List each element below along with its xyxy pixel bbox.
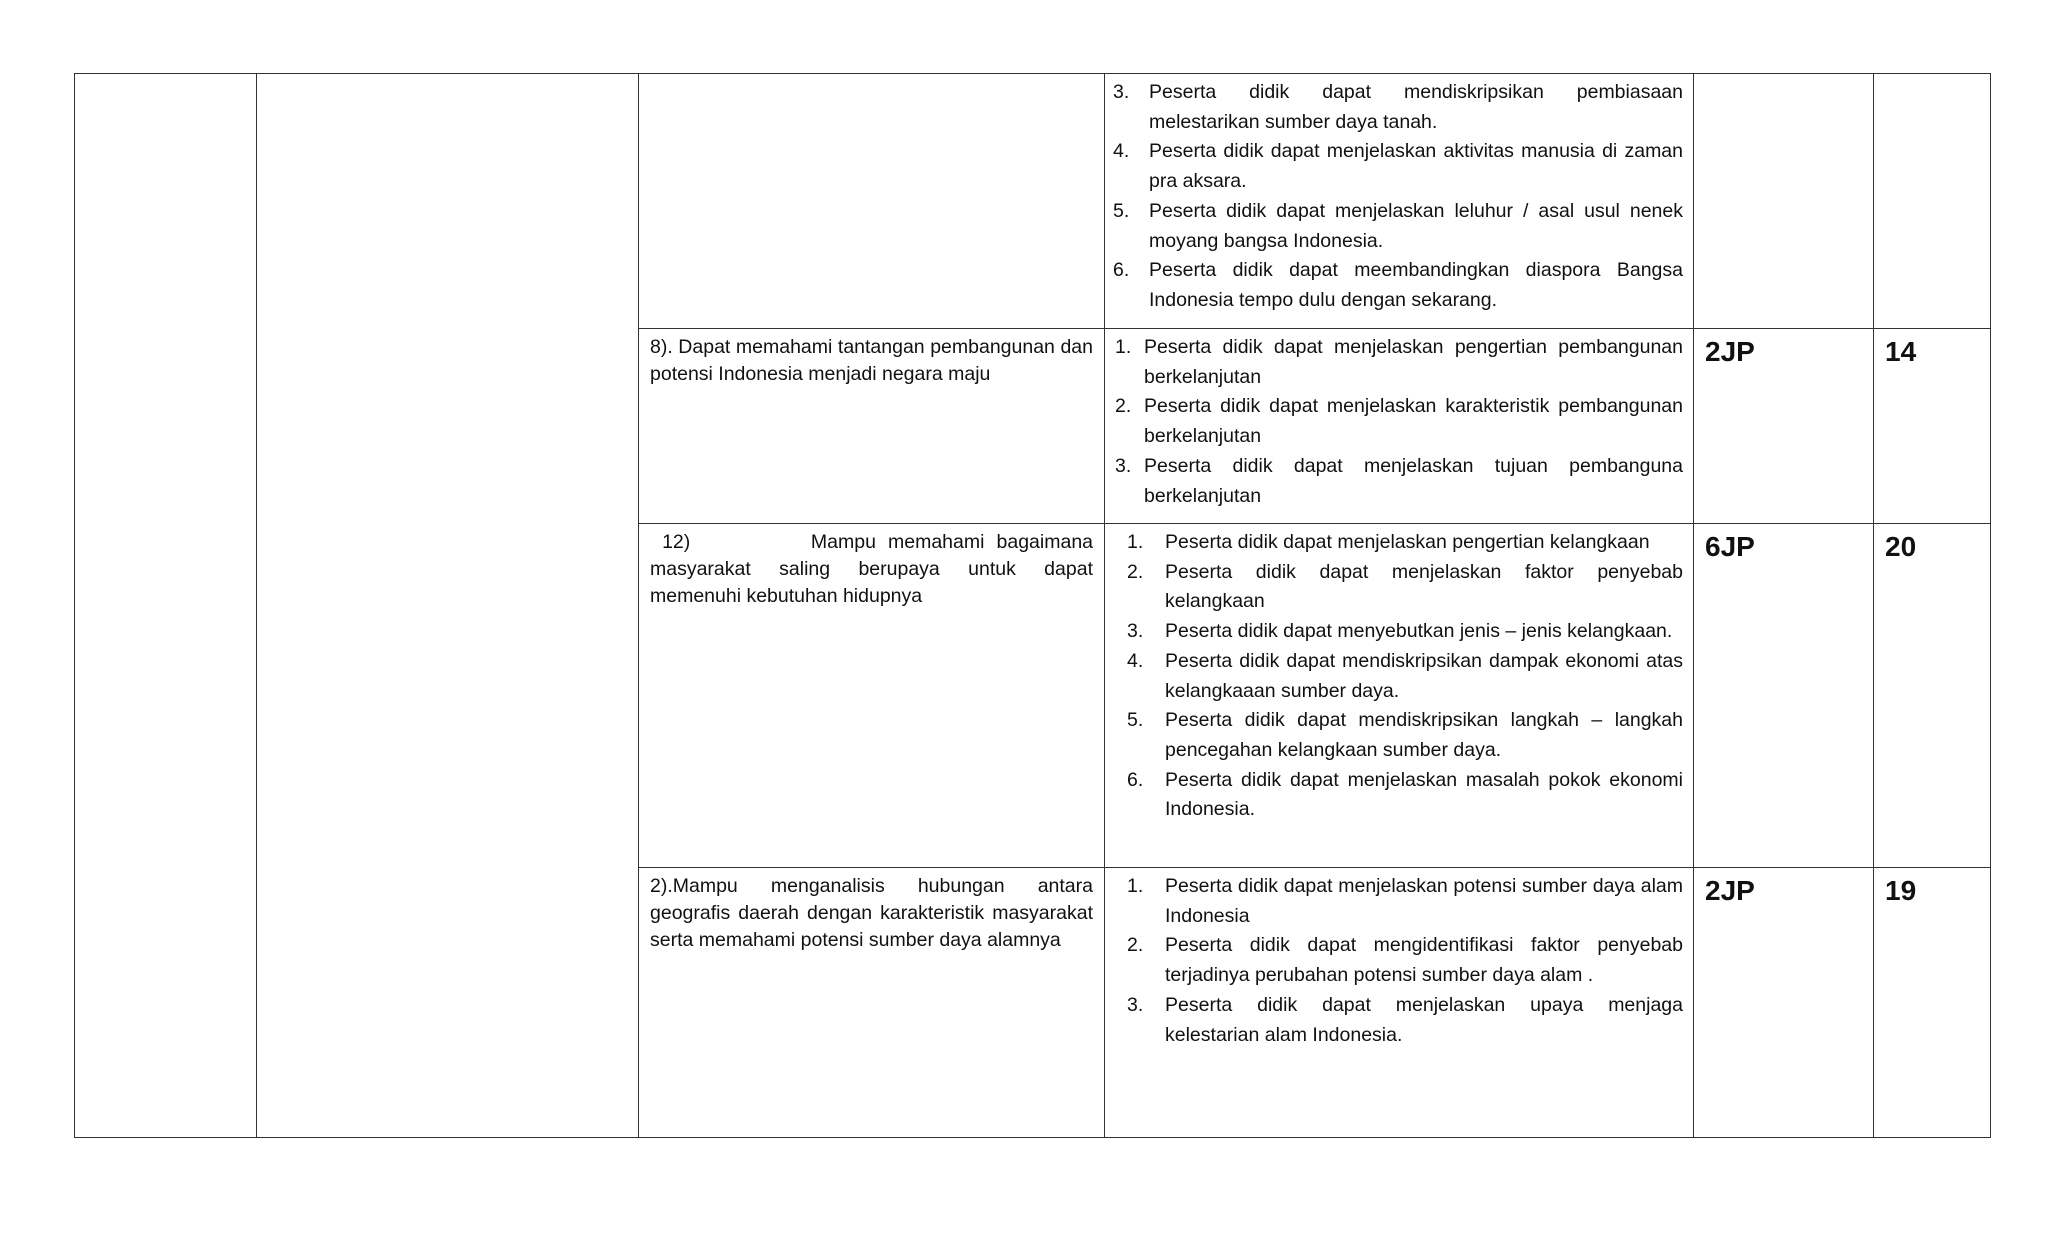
table-row: [75, 74, 1991, 329]
pertemuan-cell: 19: [1874, 868, 1991, 1138]
indicator-list: [1109, 872, 1683, 1050]
list-item: 3. Peserta didik dapat menjelaskan upaya menjaga kelestarian alam Indonesia.: [1127, 993, 1683, 1046]
list-item: 4. Peserta didik dapat mendiskripsikan dampak ekonomi atas kelangkaaan sumber daya.: [1127, 649, 1683, 702]
indicator-cell: [1105, 868, 1694, 1138]
list-item: 3. Peserta didik dapat mendiskripsikan pembiasaan melestarikan sumber daya tanah.: [1113, 81, 1683, 133]
indicator-cell: [1105, 524, 1694, 868]
list-item: 3. Peserta didik dapat menyebutkan jenis – jenis kelangkaan.: [1127, 620, 1673, 643]
list-item: 6. Peserta didik dapat meembandingkan diaspora Bangsa Indonesia tempo dulu dengan sekarang.: [1113, 259, 1683, 311]
empty-cell-col1: [75, 74, 257, 1138]
empty-cell-col2: [257, 74, 639, 1138]
indicator-list: [1109, 528, 1683, 825]
jp-cell: [1694, 74, 1874, 329]
jp-cell: 2JP: [1694, 329, 1874, 524]
list-item: 3. Peserta didik dapat menjelaskan tujuan pembanguna berkelanjutan: [1115, 454, 1683, 507]
list-item: 2. Peserta didik dapat mengidentifikasi faktor penyebab terjadinya perubahan potensi sumber daya alam .: [1127, 934, 1683, 987]
list-item: 2. Peserta didik dapat menjelaskan faktor penyebab kelangkaan: [1127, 560, 1683, 613]
list-item: 1. Peserta didik dapat menjelaskan potensi sumber daya alam Indonesia: [1127, 875, 1683, 927]
kd-cell: [639, 74, 1105, 329]
syllabus-table: [74, 73, 1991, 1138]
kd-cell: 12) Mampu memahami bagaimana masyarakat saling berupaya untuk dapat memenuhi kebutuhan hidupnya: [639, 524, 1105, 868]
list-item: 2. Peserta didik dapat menjelaskan karakteristik pembangunan berkelanjutan: [1115, 395, 1683, 448]
list-item: 6. Peserta didik dapat menjelaskan masalah pokok ekonomi Indonesia.: [1127, 768, 1683, 821]
list-item: 5. Peserta didik dapat menjelaskan leluhur / asal usul nenek moyang bangsa Indonesia.: [1113, 199, 1683, 252]
indicator-cell: [1105, 329, 1694, 524]
kd-cell: 8). Dapat memahami tantangan pembangunan dan potensi Indonesia menjadi negara maju: [639, 329, 1105, 524]
pertemuan-cell: [1874, 74, 1991, 329]
indicator-list: [1109, 78, 1683, 316]
list-item: 4. Peserta didik dapat menjelaskan aktivitas manusia di zaman pra aksara.: [1113, 140, 1683, 193]
kd-cell: 2).Mampu menganalisis hubungan antara geografis daerah dengan karakteristik masyarakat serta memahami potensi sumber daya alamnya: [639, 868, 1105, 1138]
list-item: 5. Peserta didik dapat mendiskripsikan langkah – langkah pencegahan kelangkaan sumber daya.: [1127, 709, 1683, 761]
pertemuan-cell: 20: [1874, 524, 1991, 868]
indicator-cell: [1105, 74, 1694, 329]
pertemuan-cell: 14: [1874, 329, 1991, 524]
jp-cell: 6JP: [1694, 524, 1874, 868]
list-item: 1. Peserta didik dapat menjelaskan pengertian kelangkaan: [1127, 531, 1650, 553]
indicator-list: [1109, 333, 1683, 511]
jp-cell: 2JP: [1694, 868, 1874, 1138]
list-item: 1. Peserta didik dapat menjelaskan pengertian pembangunan berkelanjutan: [1115, 336, 1683, 388]
